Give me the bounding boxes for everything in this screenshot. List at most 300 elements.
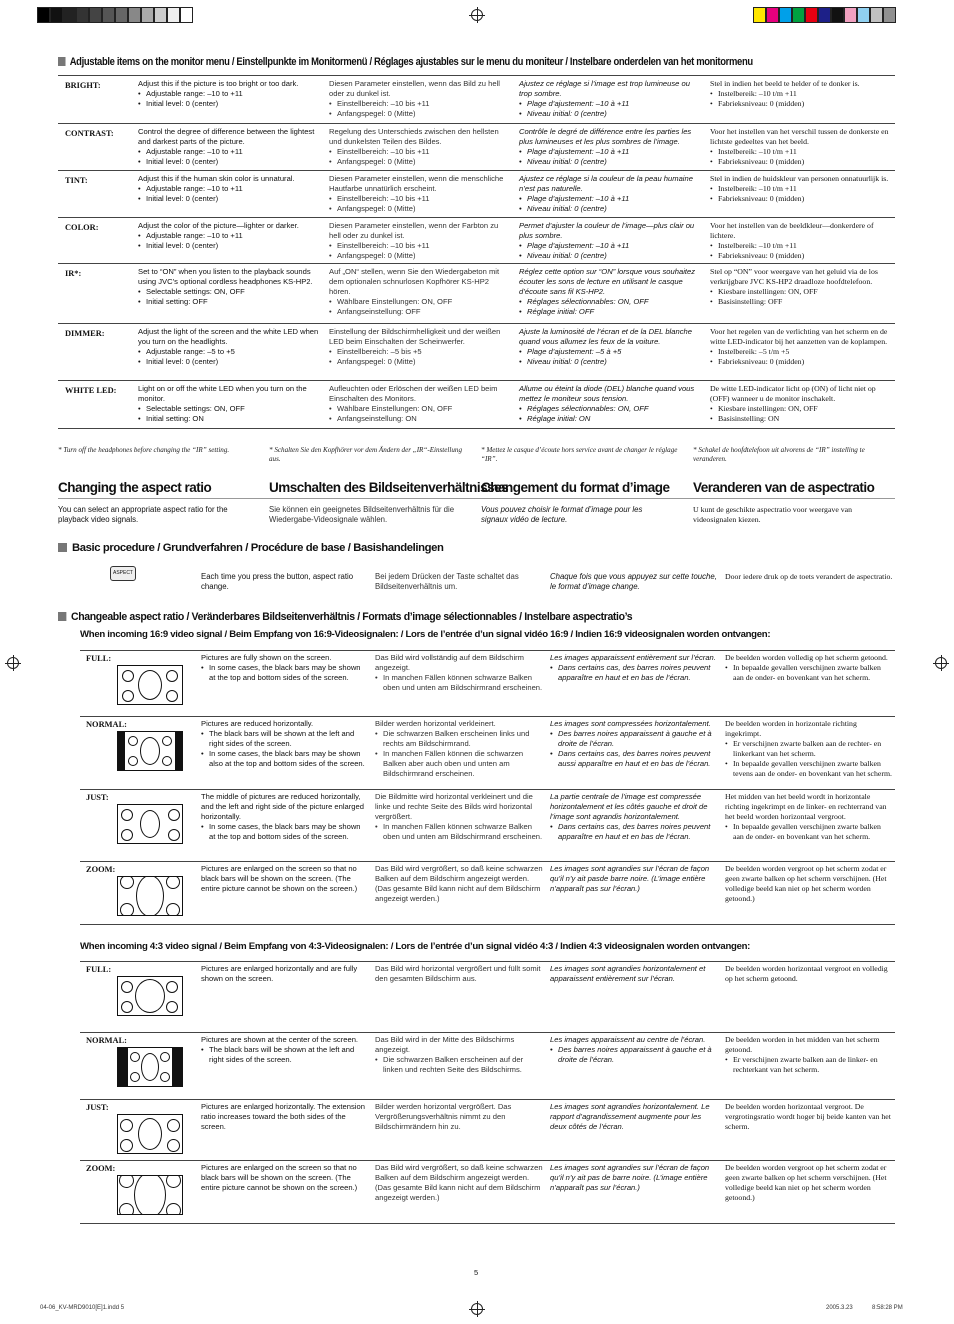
registration-mark-left [7, 657, 19, 669]
circle-shape [120, 1139, 133, 1152]
bullet-item: • Plage d’ajustement: –10 à +11 [519, 241, 701, 251]
title-fr: Changement du format d’image [481, 480, 670, 495]
registration-mark-right [935, 657, 947, 669]
color-swatch [818, 7, 831, 23]
note-fr: * Mettez le casque d’écoute hors service avant de changer le réglage “IR”. [481, 446, 678, 463]
cell-text: Diesen Parameter einstellen, wenn der Farbton zu hell oder zu dunkel ist. [329, 221, 499, 240]
bullet-item: • Adjustable range: –5 to +5 [138, 347, 323, 357]
bullet-item: • Des barres noires apparaissent à gauche et à droite de l’écran. [550, 729, 716, 749]
bullet-item: • In some cases, the black bars may be shown at the top and bottom sides of the screen. [201, 663, 366, 683]
color-swatch [857, 7, 870, 23]
bullet-item: • Die schwarzen Balken erscheinen auf der linken und rechten Seite des Bildschirms. [375, 1055, 543, 1075]
cell-fr [550, 653, 716, 683]
cell-bullets [329, 147, 509, 167]
cell-nl [710, 127, 890, 167]
bullet-item: • Plage d’ajustement: –10 à +11 [519, 99, 701, 109]
cell-text: Light on or off the white LED when you turn on the monitor. [138, 384, 307, 403]
bullet-item: • The black bars will be shown at the left and right sides of the screen. [201, 1045, 366, 1065]
bullet-item: • Instelbereik: –10 t/m +11 [710, 241, 890, 251]
black-bar [175, 732, 182, 770]
cell-en [138, 327, 323, 367]
bullet-item: • Fabrieksniveau: 0 (midden) [710, 157, 890, 167]
cell-bullets [725, 1055, 893, 1075]
color-swatch [50, 7, 63, 23]
circle-shape [121, 1001, 133, 1013]
cell-bullets [550, 822, 716, 842]
cell-text: Het midden van het beeld wordt in horizontale richting ingekrimpt en de linker- en rechterrand van het beeld worden horizontaal vergroot. [725, 792, 887, 821]
row-divider [80, 961, 895, 962]
row-label: JUST: [86, 1103, 109, 1112]
aspect-screen-illustration [117, 804, 183, 844]
cell-bullets [725, 663, 893, 683]
registration-mark-bottom [471, 1303, 483, 1315]
aspect-screen-illustration [117, 665, 183, 705]
cell-text: La partie centrale de l’image est compressée horizontalement et les côtés gauche et droit de l’image sont agrandis horizontalement. [550, 792, 708, 821]
cell-de [329, 127, 509, 167]
row-divider [58, 123, 895, 124]
bullet-item: • Dans certains cas, des barres noires peuvent apparaître en haut et en bas de l’écran. [550, 663, 716, 683]
cell-bullets [375, 673, 543, 693]
cell-text: Pictures are enlarged on the screen so that no black bars will be shown on the screen. (The entire picture cannot be shown on the screen.) [201, 1163, 358, 1192]
cell-fr [519, 221, 701, 261]
cell-text: Les images apparaissent au centre de l’écran. [550, 1035, 706, 1044]
bullet-item: • Anfangspegel: 0 (Mitte) [329, 157, 509, 167]
cell-de [375, 1035, 543, 1075]
cell-text: Les images sont agrandies sur l’écran de façon qu’il n’y ait pas de barre noire. (L’image entière n’apparaît pas sur l’écran.) [550, 1163, 710, 1192]
cell-bullets [138, 287, 323, 307]
cell-bullets [138, 184, 323, 204]
circle-shape [135, 979, 165, 1013]
bullet-item: • Adjustable range: –10 to +11 [138, 89, 323, 99]
circle-shape [121, 809, 133, 821]
cell-en [201, 864, 366, 894]
cell-text: Aufleuchten oder Erlöschen der weißen LED beim Einschalten des Monitors. [329, 384, 498, 403]
cell-bullets [550, 1045, 716, 1065]
row-divider [58, 380, 895, 381]
bullet-item: • Fabrieksniveau: 0 (midden) [710, 357, 890, 367]
cell-text: Les images sont agrandies horizontalement et apparaissent entièrement sur l’écran. [550, 964, 706, 983]
cell-text: Adjust this if the human skin color is unnatural. [138, 174, 295, 183]
cell-text: De beelden worden vergroot op het scherm zodat er geen zwarte balken op het scherm verschijnen. (Het volledige beeld kan niet op het scherm worden getoond.) [725, 864, 887, 903]
cell-bullets [710, 241, 890, 261]
cell-de [329, 79, 509, 119]
bullet-item: • Niveau initial: 0 (centre) [519, 109, 701, 119]
bullet-item: • Instelbereik: –10 t/m +11 [710, 89, 890, 99]
row-label: IR*: [65, 269, 82, 278]
bullet-item: • Réglages sélectionnables: ON, OFF [519, 404, 701, 414]
cell-bullets [519, 404, 701, 424]
cell-bullets [138, 347, 323, 367]
cell-nl [725, 964, 893, 984]
bullet-item: • Plage d’ajustement: –5 à +5 [519, 347, 701, 357]
cell-bullets [201, 663, 366, 683]
row-divider [80, 716, 895, 717]
cell-de [375, 964, 543, 984]
cell-text: Adjust the light of the screen and the white LED when you turn on the headlights. [138, 327, 319, 346]
color-swatch [76, 7, 89, 23]
row-label: CONTRAST: [65, 129, 114, 138]
heading-text: Basic procedure / Grundverfahren / Procédure de base / Basishandelingen [72, 542, 444, 554]
cell-nl [725, 653, 893, 683]
cell-text: Regelung des Unterschieds zwischen den hellsten und dunkelsten Teilen des Bildes. [329, 127, 499, 146]
circle-shape [166, 1175, 181, 1188]
bullet-item: • Anfangspegel: 0 (Mitte) [329, 357, 509, 367]
cell-bullets [519, 347, 701, 367]
cell-de [329, 327, 509, 367]
procedure-nl: Door iedere druk op de toets verandert de aspectratio. [725, 572, 893, 581]
note-nl: * Schakel de hoofdtelefoon uit alvorens de “IR” instelling te veranderen. [693, 446, 865, 463]
cell-text: Les images sont agrandies sur l’écran de façon qu’il n’y ait pasde barre noire. (L’image entière n’apparaît pas sur l’écran.) [550, 864, 710, 893]
cell-en [201, 1102, 366, 1132]
cell-bullets [329, 297, 509, 317]
cell-bullets [138, 404, 323, 424]
row-divider [80, 861, 895, 862]
circle-shape [162, 736, 172, 746]
cell-text: Stel in indien de huidskleur van personen onnatuurlijk is. [710, 174, 889, 183]
aspect-screen-illustration [117, 876, 183, 916]
cell-en [138, 79, 323, 109]
note-de: * Schalten Sie den Kopfhörer vor dem Ändern der „IR“-Einstellung aus. [269, 446, 463, 463]
cell-bullets [329, 404, 509, 424]
color-swatch [766, 7, 779, 23]
bullet-item: • In bepaalde gevallen verschijnen zwarte balken aan de onder- en bovenkant van het scherm. [725, 663, 893, 683]
cell-nl [710, 174, 890, 204]
bullet-item: • Initial level: 0 (center) [138, 241, 323, 251]
heading-text: Changeable aspect ratio / Veränderbares Bildseitenverhältnis / Formats d’image sélectionnables / Instelbare aspectratio’s [71, 611, 633, 623]
color-swatch [154, 7, 167, 23]
color-swatch-bar [753, 7, 896, 23]
circle-shape [119, 1175, 134, 1188]
cell-de [329, 221, 509, 261]
color-swatch [805, 7, 818, 23]
cell-nl [710, 221, 890, 261]
cell-text: Les images apparaissent entièrement sur l’écran. [550, 653, 716, 662]
circle-shape [166, 670, 178, 682]
cell-text: Die Bildmitte wird horizontal verkleinert und die linke und rechte Seite des Bilds wird horizontal vergrößert. [375, 792, 533, 821]
bullet-item: • Einstellbereich: –5 bis +5 [329, 347, 509, 357]
subheading-4-3: When incoming 4:3 video signal / Beim Empfang von 4:3-Videosignalen: / Lors de l’entrée d’un signal vidéo 4:3 / Indien 4:3 videosignalen worden ontvangen: [80, 941, 751, 952]
cell-bullets [725, 822, 893, 842]
cell-text: Ajustez ce réglage si la couleur de la peau humaine n’est pas naturelle. [519, 174, 693, 193]
bullet-item: • Anfangspegel: 0 (Mitte) [329, 204, 509, 214]
table-bottom [80, 924, 895, 925]
cell-text: De beelden worden in horizontale richting ingekrimpt. [725, 719, 857, 738]
cell-de [375, 1163, 543, 1203]
row-divider [80, 1160, 895, 1161]
cell-de [375, 792, 543, 842]
bullet-item: • Initial level: 0 (center) [138, 194, 323, 204]
cell-en [201, 964, 366, 984]
aspect-button[interactable]: ASPECT [110, 566, 136, 581]
circle-shape [136, 876, 164, 916]
cell-text: Das Bild wird vergrößert, so daß keine schwarzen Balken auf dem Bildschirm angezeigt werden. (Das gesamte Bild kann nicht auf dem Bildschirm angezeigt werden.) [375, 1163, 543, 1202]
circle-shape [120, 876, 134, 889]
cell-de [329, 384, 509, 424]
circle-shape [167, 1119, 180, 1132]
aspect-screen-illustration [117, 1114, 183, 1154]
cell-de [375, 864, 543, 904]
cell-nl [725, 1035, 893, 1075]
color-swatch [870, 7, 883, 23]
cell-nl [725, 864, 893, 904]
bullet-item: • The black bars will be shown at the left and right sides of the screen. [201, 729, 366, 749]
cell-bullets [375, 1055, 543, 1075]
intro-en: You can select an appropriate aspect ratio for the playback video signals. [58, 505, 228, 524]
black-bar [118, 732, 125, 770]
circle-shape [160, 1072, 170, 1082]
color-swatch [115, 7, 128, 23]
aspect-screen-illustration [117, 976, 183, 1016]
file-name: 04-06_KV-MRD9010[E]1.indd 5 [40, 1305, 125, 1311]
bullet-item: • Einstellbereich: –10 bis +11 [329, 99, 509, 109]
cell-text: Adjust this if the picture is too bright or too dark. [138, 79, 299, 88]
color-swatch [128, 7, 141, 23]
bullet-item: • Adjustable range: –10 to +11 [138, 231, 323, 241]
cell-fr [550, 864, 716, 894]
cell-text: Control the degree of difference between the lightest and darkest parts of the picture. [138, 127, 315, 146]
bullet-item: • Basisinstelling: OFF [710, 297, 890, 307]
cell-en [201, 719, 366, 769]
bullet-item: • Fabrieksniveau: 0 (midden) [710, 251, 890, 261]
bullet-item: • Er verschijnen zwarte balken aan de rechter- en linkerkant van het scherm. [725, 739, 893, 759]
cell-text: Diesen Parameter einstellen, wenn die menschliche Hautfarbe unnatürlich erscheint. [329, 174, 504, 193]
bullet-item: • Dans certains cas, des barres noires peuvent aussi apparaître en haut et en bas de l’écran. [550, 749, 716, 769]
row-label: FULL: [86, 654, 112, 663]
cell-en [138, 267, 323, 307]
cell-text: Diesen Parameter einstellen, wenn das Bild zu hell oder zu dunkel ist. [329, 79, 500, 98]
bullet-item: • Selectable settings: ON, OFF [138, 287, 323, 297]
aspect-screen-illustration [117, 1047, 183, 1087]
cell-nl [725, 792, 893, 842]
circle-shape [162, 756, 172, 766]
registration-mark-top [471, 9, 483, 21]
cell-en [201, 1035, 366, 1065]
row-divider [58, 323, 895, 324]
circle-shape [166, 690, 178, 702]
bullet-item: • Anfangseinstellung: ON [329, 414, 509, 424]
circle-shape [166, 1203, 181, 1215]
cell-fr [519, 127, 701, 167]
bullet-item: • Instelbereik: –5 t/m +5 [710, 347, 890, 357]
page-number: 5 [474, 1268, 479, 1277]
cell-bullets [201, 729, 366, 769]
cell-de [375, 719, 543, 779]
row-label: NORMAL: [86, 720, 127, 729]
circle-shape [138, 670, 162, 700]
cell-bullets [519, 147, 701, 167]
cell-text: De beelden worden volledig op het scherm getoond. [725, 653, 888, 662]
cell-nl [725, 719, 893, 779]
circle-shape [167, 1139, 180, 1152]
cell-text: Das Bild wird horizontal vergrößert und füllt somit den gesamten Bildschirm aus. [375, 964, 541, 983]
cell-text: Contrôle le degré de différence entre les parties les plus lumineuses et les plus sombres de l’image. [519, 127, 692, 146]
circle-shape [168, 829, 180, 841]
bullet-item: • Fabrieksniveau: 0 (midden) [710, 194, 890, 204]
cell-en [138, 127, 323, 167]
row-label: COLOR: [65, 223, 99, 232]
cell-bullets [375, 729, 543, 779]
cell-text: De beelden worden in het midden van het scherm getoond. [725, 1035, 880, 1054]
cell-nl [710, 79, 890, 109]
bullet-item: • In manchen Fällen können schwarze Balken oben und unten am Bildschirmrand erscheinen. [375, 673, 543, 693]
cell-text: Bilder werden horizontal verkleinert. [375, 719, 496, 728]
row-label: FULL: [86, 965, 112, 974]
row-divider [58, 263, 895, 264]
bullet-item: • Wählbare Einstellungen: ON, OFF [329, 297, 509, 307]
cell-text: Réglez cette option sur “ON” lorsque vous souhaitez écouter les sons de lecture en utilisant le casque d’écoute sans fil KS-HP2. [519, 267, 696, 296]
bullet-item: • Kiesbare instellingen: ON, OFF [710, 404, 890, 414]
circle-shape [121, 829, 133, 841]
row-label: WHITE LED: [65, 386, 117, 395]
cell-en [201, 1163, 366, 1193]
row-label: TINT: [65, 176, 88, 185]
cell-nl [710, 327, 890, 367]
color-swatch [831, 7, 844, 23]
cell-text: Adjust the color of the picture—lighter or darker. [138, 221, 299, 230]
bullet-item: • In some cases, the black bars may be shown at the top and bottom sides of the screen. [201, 822, 366, 842]
circle-shape [166, 876, 180, 889]
cell-de [329, 174, 509, 214]
bullet-item: • Initial level: 0 (center) [138, 357, 323, 367]
subheading-16-9: When incoming 16:9 video signal / Beim Empfang von 16:9-Videosignalen: / Lors de l’entrée d’un signal vidéo 16:9 / Indien 16:9 videosignalen worden ontvangen: [80, 629, 771, 640]
row-divider [80, 789, 895, 790]
cell-bullets [201, 822, 366, 842]
title-divider [58, 498, 895, 499]
cell-bullets [519, 194, 701, 214]
cell-text: Set to “ON” when you listen to the playback sounds using JVC’s optional cordless headphones KS-HP2. [138, 267, 313, 286]
bullet-item: • Réglage initial: ON [519, 414, 701, 424]
cell-en [201, 792, 366, 842]
circle-shape [166, 903, 180, 916]
bullet-item: • Einstellbereich: –10 bis +11 [329, 147, 509, 157]
cell-bullets [329, 194, 509, 214]
cell-text: Das Bild wird vollständig auf dem Bildschirm angezeigt. [375, 653, 524, 672]
black-bar [118, 1048, 128, 1086]
square-bullet-icon [58, 543, 67, 552]
procedure-en: Each time you press the button, aspect ratio change. [201, 572, 354, 591]
circle-shape [141, 1053, 159, 1081]
cell-text: De beelden worden vergroot op het scherm zodat er geen zwarte balken op het scherm verschijnen. (Het volledige beeld kan niet op het scherm worden getoond.) [725, 1163, 887, 1202]
color-swatch [844, 7, 857, 23]
cell-bullets [375, 822, 543, 842]
bullet-item: • Anfangspegel: 0 (Mitte) [329, 251, 509, 261]
row-label: JUST: [86, 793, 109, 802]
circle-shape [128, 736, 138, 746]
cell-text: Pictures are shown at the center of the screen. [201, 1035, 359, 1044]
square-bullet-icon [58, 57, 66, 66]
cell-bullets [519, 241, 701, 261]
row-divider [58, 170, 895, 171]
cell-bullets [138, 147, 323, 167]
cell-de [375, 1102, 543, 1132]
bullet-item: • Anfangspegel: 0 (Mitte) [329, 109, 509, 119]
bullet-item: • In bepaalde gevallen verschijnen zwarte balken aan de onder- en bovenkant van het scherm. [725, 822, 893, 842]
bullet-item: • Die schwarzen Balken erscheinen links und rechts am Bildschirmrand. [375, 729, 543, 749]
cell-bullets [519, 297, 701, 317]
grey-swatch-bar [37, 7, 193, 23]
cell-de [375, 653, 543, 693]
row-divider [58, 75, 895, 76]
bullet-item: • Niveau initial: 0 (centre) [519, 251, 701, 261]
cell-bullets [710, 147, 890, 167]
circle-shape [120, 1119, 133, 1132]
cell-text: Les images sont compressées horizontalement. [550, 719, 711, 728]
cell-fr [550, 1035, 716, 1065]
cell-bullets [710, 404, 890, 424]
circle-shape [134, 1175, 166, 1215]
cell-bullets [138, 231, 323, 251]
cell-text: Stel in indien het beeld te helder of te donker is. [710, 79, 860, 88]
cell-text: Einstellung der Bildschirmhelligkeit und der weißen LED beim Einschalten der Scheinwerfer. [329, 327, 501, 346]
color-swatch [102, 7, 115, 23]
cell-text: Ajustez ce réglage si l’image est trop lumineuse ou trop sombre. [519, 79, 690, 98]
title-nl: Veranderen van de aspectratio [693, 480, 875, 495]
cell-nl [710, 267, 890, 307]
cell-bullets [710, 89, 890, 109]
cell-fr [519, 327, 701, 367]
bullet-item: • Er verschijnen zwarte balken aan de linker- en rechterkant van het scherm. [725, 1055, 893, 1075]
circle-shape [130, 1072, 140, 1082]
cell-bullets [710, 287, 890, 307]
cell-text: De beelden worden horizontaal vergroot. De vergrotingsratio wordt hoger bij beide kanten van het scherm. [725, 1102, 891, 1131]
circle-shape [122, 690, 134, 702]
bullet-item: • In some cases, the black bars may be shown also at the top and bottom sides of the screen. [201, 749, 366, 769]
cell-en [138, 221, 323, 251]
cell-en [138, 384, 323, 424]
color-swatch [883, 7, 896, 23]
cell-text: The middle of pictures are reduced horizontally, and the left and right side of the picture enlarged horizontally. [201, 792, 364, 821]
cell-text: Voor het regelen van de verlichting van het scherm en de witte LED-indicator bij het aanzetten van de koplampen. [710, 327, 888, 346]
cell-text: Permet d’ajuster la couleur de l’image—plus clair ou plus sombre. [519, 221, 695, 240]
cell-nl [725, 1102, 893, 1132]
cell-text: Auf „ON“ stellen, wenn Sie den Wiedergabeton mit dem optionalen schnurlosen Kopfhörer KS-HP2 hören. [329, 267, 500, 296]
cell-text: Bilder werden horizontal vergrößert. Das Vergrößerungsverhältnis nimmt zu den Bildschirmrändern hin zu. [375, 1102, 512, 1131]
row-divider [80, 1099, 895, 1100]
bullet-item: • Dans certains cas, des barres noires peuvent apparaître en haut et en bas de l’écran. [550, 822, 716, 842]
bullet-item: • Adjustable range: –10 to +11 [138, 147, 323, 157]
color-swatch [63, 7, 76, 23]
circle-shape [122, 670, 134, 682]
table-bottom [80, 1223, 895, 1224]
cell-fr [519, 384, 701, 424]
cell-de [329, 267, 509, 317]
print-time: 8:58:28 PM [872, 1305, 903, 1311]
circle-shape [140, 737, 160, 765]
cell-fr [519, 79, 701, 119]
color-swatch [779, 7, 792, 23]
cell-fr [519, 174, 701, 214]
cell-text: Allume ou éteint la diode (DEL) blanche quand vous mettez le moniteur sous tension. [519, 384, 695, 403]
square-bullet-icon [58, 612, 66, 621]
bullet-item: • In manchen Fällen können schwarze Balken oben und unten am Bildschirmrand erscheinen. [375, 822, 543, 842]
title-en: Changing the aspect ratio [58, 480, 212, 495]
bullet-item: • Einstellbereich: –10 bis +11 [329, 241, 509, 251]
color-swatch [180, 7, 193, 23]
bullet-item: • Fabrieksniveau: 0 (midden) [710, 99, 890, 109]
row-label: ZOOM: [86, 1164, 116, 1173]
cell-bullets [710, 184, 890, 204]
bullet-item: • Initial setting: ON [138, 414, 323, 424]
color-swatch [753, 7, 766, 23]
cell-fr [519, 267, 701, 317]
cell-nl [710, 384, 890, 424]
circle-shape [166, 1001, 178, 1013]
bullet-item: • Kiesbare instellingen: ON, OFF [710, 287, 890, 297]
bullet-item: • Niveau initial: 0 (centre) [519, 157, 701, 167]
bullet-item: • Anfangseinstellung: OFF [329, 307, 509, 317]
bullet-item: • Niveau initial: 0 (centre) [519, 357, 701, 367]
cell-text: Das Bild wird vergrößert, so daß keine schwarzen Balken auf dem Bildschirm angezeigt werden. (Das gesamte Bild kann nicht auf dem Bildschirm angezeigt werden.) [375, 864, 543, 903]
